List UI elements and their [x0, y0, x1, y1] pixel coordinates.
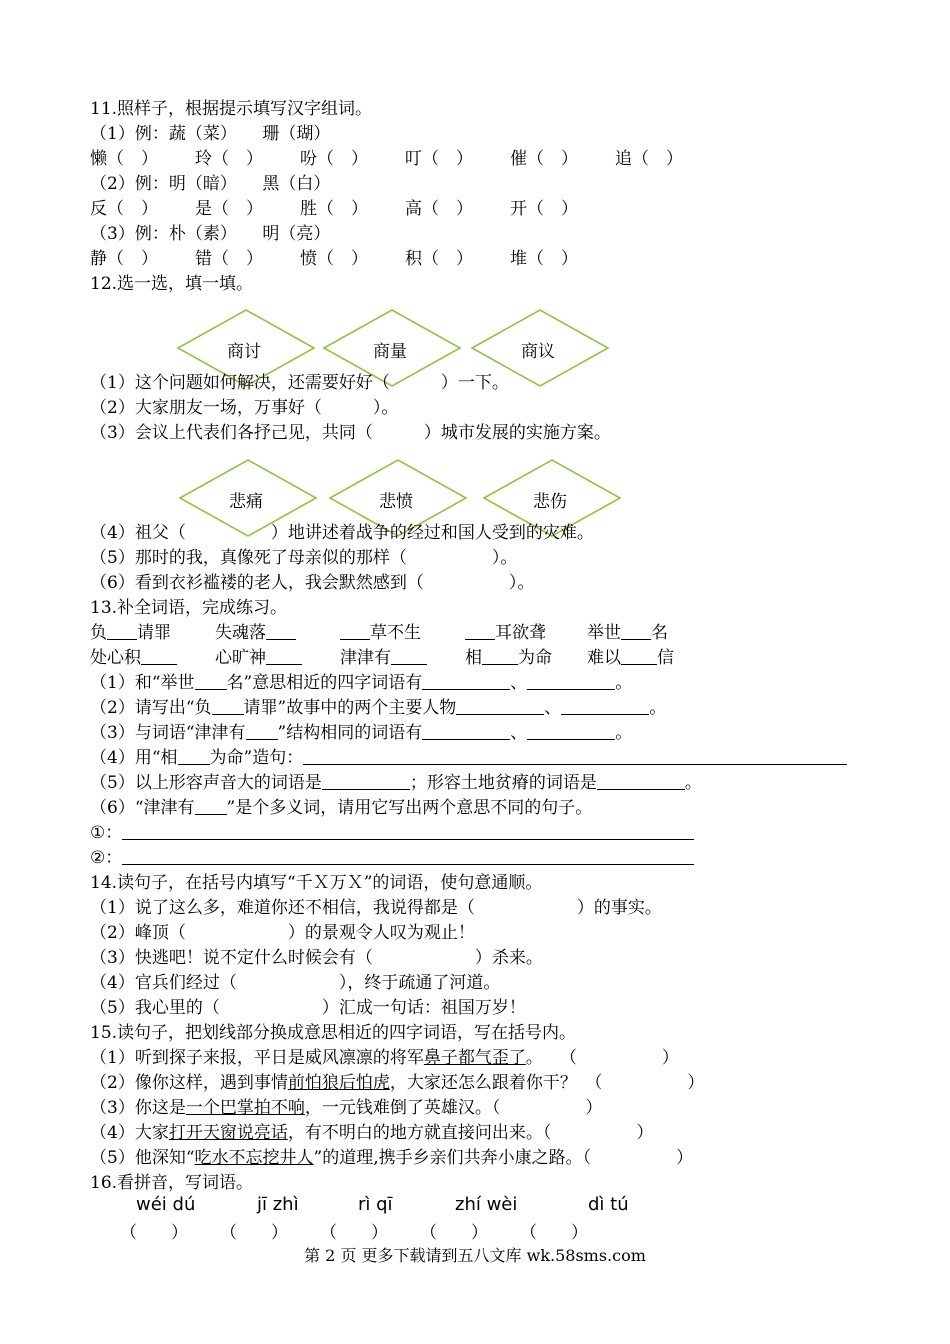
q12-sentence-4: （4）祖父（ ）地讲述着战争的经过和国人受到的灾难。 — [90, 523, 594, 543]
idiom-item[interactable]: 津津有 — [340, 646, 427, 670]
q11-item[interactable]: 催（ ） — [510, 149, 578, 169]
blank — [246, 722, 278, 740]
q12-sentence-3: （3）会议上代表们各抒己见，共同（ ）城市发展的实施方案。 — [90, 423, 611, 443]
blank — [195, 797, 227, 815]
answer-blank[interactable] — [561, 697, 649, 715]
underlined-phrase: 鼻子都气歪了 — [423, 1048, 526, 1068]
q13-title: 13.补全词语，完成练习。 — [90, 598, 288, 618]
q13-part-6: （6）“津津有 ”是个多义词，请用它写出两个意思不同的句子。 — [90, 798, 593, 818]
answer-line[interactable] — [122, 822, 694, 840]
word-option[interactable]: 悲痛 — [229, 492, 263, 512]
answer-paren[interactable]: （ ） — [220, 1223, 288, 1243]
q11-item[interactable]: 反（ ） — [90, 199, 158, 219]
q11-item[interactable]: 胜（ ） — [300, 199, 368, 219]
pinyin: jī zhì — [257, 1194, 299, 1215]
underlined-phrase: 前怕狼后怕虎 — [287, 1073, 390, 1093]
q14-sentence-5: （5）我心里的（ ）汇成一句话：祖国万岁！ — [90, 998, 526, 1018]
q15-sentence-3: （3）你这是一个巴掌拍不响，一元钱难倒了英雄汉。（ ） — [90, 1098, 603, 1118]
q14-sentence-4: （4）官兵们经过（ ），终于疏通了河道。 — [90, 973, 501, 993]
q14-sentence-3: （3）快逃吧！说不定什么时候会有（ ）杀来。 — [90, 948, 543, 968]
blank — [621, 647, 657, 665]
answer-blank[interactable] — [322, 772, 410, 790]
q12-sentence-5: （5）那时的我，真像死了母亲似的那样（ ）。 — [90, 548, 518, 568]
q14-sentence-1: （1）说了这么多，难道你还不相信，我说得都是（ ）的事实。 — [90, 898, 662, 918]
q15-title: 15.读句子，把划线部分换成意思相近的四字词语，写在括号内。 — [90, 1023, 577, 1043]
q12-title: 12.选一选，填一填。 — [90, 274, 254, 294]
answer-paren[interactable]: （ ） — [420, 1223, 488, 1243]
underlined-phrase: 打开天窗说亮话 — [168, 1123, 288, 1143]
answer-paren[interactable]: （ ） — [320, 1223, 388, 1243]
word-option[interactable]: 商讨 — [227, 342, 261, 362]
idiom-item[interactable]: 处心积 — [90, 646, 177, 670]
page-footer: 第 2 页 更多下载请到五八文库 wk.58sms.com — [304, 1246, 646, 1265]
q13-part-1: （1）和“举世 名”意思相近的四字词语有 、 。 — [90, 673, 633, 693]
q11-item[interactable]: 静（ ） — [90, 249, 158, 269]
q13-answer-2: ②： — [90, 846, 694, 870]
blank — [212, 697, 244, 715]
pinyin: wéi dú — [136, 1194, 196, 1215]
blank — [391, 647, 427, 665]
q14-sentence-2: （2）峰顶（ ）的景观令人叹为观止！ — [90, 923, 475, 943]
q11-example-2: （2）例：明（暗） 黑（白） — [90, 174, 331, 194]
answer-line[interactable] — [122, 847, 694, 865]
q13-answer-1: ①： — [90, 821, 694, 845]
q13-part-4: （4）用“相 为命”造句： — [90, 746, 847, 770]
answer-line[interactable] — [303, 747, 847, 765]
word-option[interactable]: 商议 — [521, 342, 555, 362]
q15-sentence-2: （2）像你这样，遇到事情前怕狼后怕虎，大家还怎么跟着你干？ （ ） — [90, 1073, 705, 1093]
q14-title: 14.读句子，在括号内填写“千Ｘ万Ｘ”的词语，使句意通顺。 — [90, 873, 543, 893]
blank — [266, 647, 302, 665]
q16-title: 16.看拼音，写词语。 — [90, 1173, 254, 1193]
answer-paren[interactable]: （ ） — [520, 1223, 588, 1243]
blank — [340, 622, 370, 640]
idiom-item[interactable]: 失魂落 — [215, 621, 296, 645]
blank — [178, 747, 210, 765]
q11-item[interactable]: 吩（ ） — [300, 149, 368, 169]
q11-item[interactable]: 错（ ） — [195, 249, 263, 269]
idiom-item[interactable]: 难以 信 — [587, 648, 674, 668]
q13-part-2: （2）请写出“负 请罪”故事中的两个主要人物 、 。 — [90, 698, 667, 718]
q12-sentence-6: （6）看到衣衫褴褛的老人，我会默然感到（ ）。 — [90, 573, 535, 593]
underlined-phrase: 一个巴掌拍不响 — [185, 1098, 305, 1118]
answer-blank[interactable] — [527, 722, 615, 740]
blank — [266, 622, 296, 640]
blank — [107, 622, 137, 640]
idiom-item[interactable]: 举世 名 — [587, 623, 668, 643]
word-option[interactable]: 商量 — [373, 342, 407, 362]
answer-blank[interactable] — [422, 722, 510, 740]
q12-sentence-2: （2）大家朋友一场，万事好（ ）。 — [90, 398, 399, 418]
idiom-item[interactable]: 耳欲聋 — [465, 621, 546, 645]
word-option[interactable]: 悲伤 — [533, 492, 567, 512]
q12-sentence-1: （1）这个问题如何解决，还需要好好（ ）一下。 — [90, 373, 509, 393]
word-option[interactable]: 悲愤 — [379, 492, 413, 512]
q11-example-3: （3）例：朴（素） 明（亮） — [90, 224, 331, 244]
q11-item[interactable]: 积（ ） — [405, 249, 473, 269]
q11-item[interactable]: 堆（ ） — [510, 249, 578, 269]
blank — [621, 622, 651, 640]
q15-sentence-4: （4）大家打开天窗说亮话，有不明白的地方就直接问出来。（ ） — [90, 1123, 654, 1143]
q11-item[interactable]: 高（ ） — [405, 199, 473, 219]
answer-blank[interactable] — [422, 672, 510, 690]
answer-blank[interactable] — [527, 672, 615, 690]
q11-item[interactable]: 叮（ ） — [405, 149, 473, 169]
idiom-item[interactable]: 草不生 — [340, 621, 421, 645]
idiom-item[interactable]: 心旷神 — [215, 646, 302, 670]
answer-blank[interactable] — [456, 697, 544, 715]
answer-paren[interactable]: （ ） — [120, 1223, 188, 1243]
q11-item[interactable]: 愤（ ） — [300, 249, 368, 269]
q15-sentence-1: （1）听到探子来报，平日是威风凛凛的将军鼻子都气歪了。 （ ） — [90, 1048, 679, 1068]
q11-item[interactable]: 开（ ） — [510, 199, 578, 219]
pinyin: rì qī — [358, 1194, 393, 1215]
pinyin: zhí wèi — [455, 1194, 518, 1215]
underlined-phrase: 吃水不忘挖井人 — [194, 1148, 314, 1168]
idiom-item[interactable]: 相 为命 — [465, 648, 552, 668]
q11-item[interactable]: 玲（ ） — [195, 149, 263, 169]
answer-blank[interactable] — [597, 772, 685, 790]
q11-title: 11.照样子，根据提示填写汉字组词。 — [90, 99, 373, 119]
blank — [141, 647, 177, 665]
q13-part-3: （3）与词语“津津有 ”结构相同的词语有 、 。 — [90, 723, 633, 743]
q11-item[interactable]: 是（ ） — [195, 199, 263, 219]
pinyin: dì tú — [588, 1194, 629, 1215]
q11-item[interactable]: 追（ ） — [615, 149, 683, 169]
q13-part-5: （5）以上形容声音大的词语是 ；形容土地贫瘠的词语是 。 — [90, 773, 702, 793]
q15-sentence-5: （5）他深知“吃水不忘挖井人”的道理,携手乡亲们共奔小康之路。（ ） — [90, 1148, 694, 1168]
q11-example-1: （1）例：蔬（菜） 珊（瑚） — [90, 124, 331, 144]
blank — [195, 672, 227, 690]
idiom-item[interactable]: 负 请罪 — [90, 623, 171, 643]
blank — [465, 622, 495, 640]
blank — [482, 647, 518, 665]
q11-item[interactable]: 懒（ ） — [90, 149, 158, 169]
